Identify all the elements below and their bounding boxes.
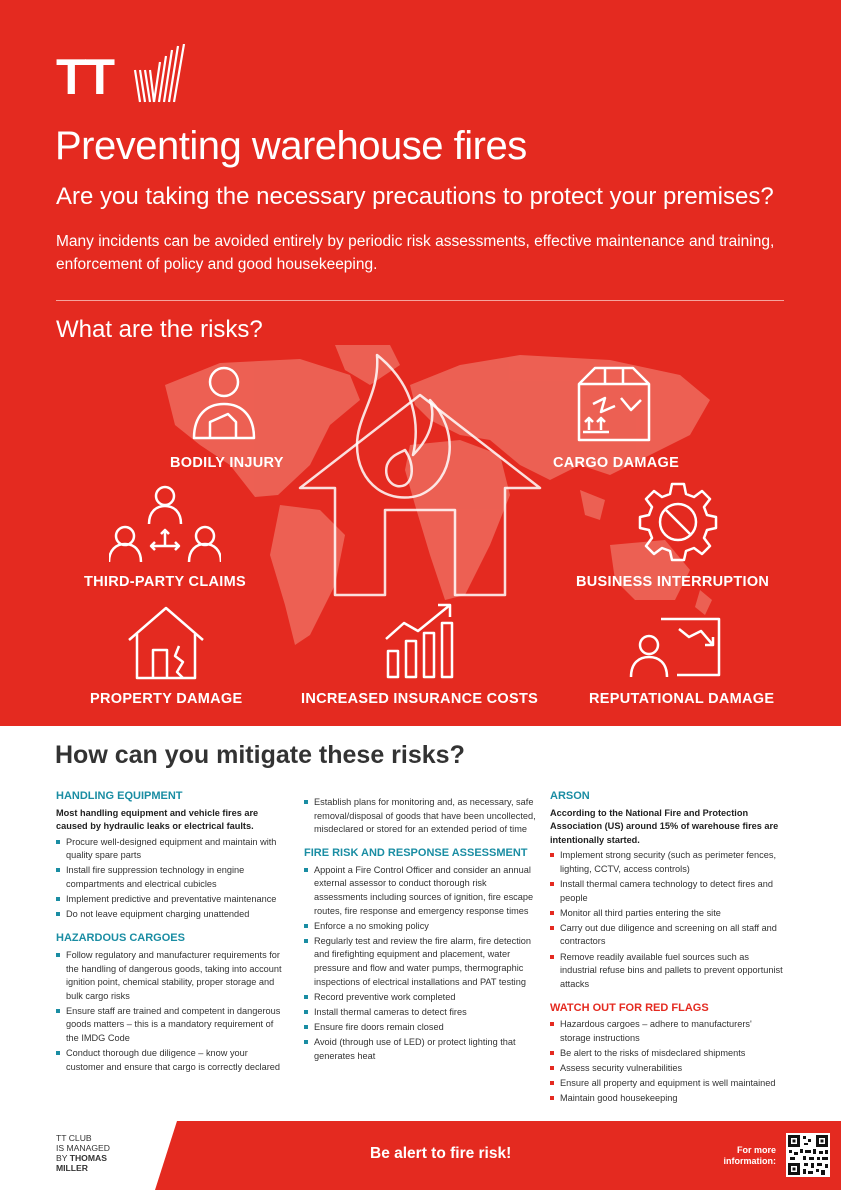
people-network-icon bbox=[109, 484, 221, 564]
hazardous-list-continued bbox=[304, 796, 538, 837]
person-declining-chart-icon bbox=[629, 617, 723, 679]
list-item: Ensure staff are trained and competent in dangerous goods matters – this is a mandatory requirement of the IMDG Code bbox=[56, 1005, 288, 1046]
list-item: Assess security vulnerabilities bbox=[550, 1062, 784, 1076]
hero-divider bbox=[56, 300, 784, 301]
risk-label-property-damage: PROPERTY DAMAGE bbox=[90, 691, 243, 707]
hazardous-heading: HAZARDOUS CARGOES bbox=[56, 932, 185, 945]
list-item: Appoint a Fire Control Officer and consider an annual external assessor to conduct thorough risk assessments including sources of ignition, fire escape routes, fire response and emergency response times bbox=[304, 864, 538, 918]
list-item: Regularly test and review the fire alarm, fire detection and firefighting equipment and placement, water pressure and flow and water pumps, thermographic inspections of electrical installations and PAT testing bbox=[304, 935, 538, 989]
list-item: Carry out due diligence and screening on all staff and contractors bbox=[550, 922, 784, 949]
fire-risk-heading: FIRE RISK AND RESPONSE ASSESSMENT bbox=[304, 847, 528, 860]
qr-code-icon[interactable] bbox=[786, 1133, 830, 1177]
risk-label-business-interruption: BUSINESS INTERRUPTION bbox=[576, 574, 770, 590]
risks-heading: What are the risks? bbox=[56, 316, 263, 343]
gear-stop-icon bbox=[638, 482, 718, 562]
page-title: Preventing warehouse fires bbox=[55, 124, 527, 168]
tt-club-logo bbox=[56, 44, 196, 104]
arson-list bbox=[550, 849, 784, 991]
list-item: Monitor all third parties entering the site bbox=[550, 907, 784, 921]
list-item: Ensure all property and equipment is well maintained bbox=[550, 1077, 784, 1091]
list-item: Implement predictive and preventative maintenance bbox=[56, 893, 288, 907]
column-middle bbox=[304, 796, 538, 1065]
list-item: Record preventive work completed bbox=[304, 991, 538, 1005]
footer-slogan: Be alert to fire risk! bbox=[370, 1145, 512, 1162]
list-item: Follow regulatory and manufacturer requirements for the handling of dangerous goods, taking into account ignition point, chemical stability, proper storage and bulk cargo risks bbox=[56, 949, 288, 1003]
rising-bar-chart-icon bbox=[384, 603, 456, 679]
list-item: Install thermal cameras to detect fires bbox=[304, 1006, 538, 1020]
list-item: Ensure fire doors remain closed bbox=[304, 1021, 538, 1035]
managed-line-1: TT CLUB bbox=[56, 1133, 92, 1143]
more-info-label: For more information: bbox=[723, 1145, 776, 1166]
list-item: Install fire suppression technology in engine compartments and electrical cubicles bbox=[56, 864, 288, 891]
logo-stripes-icon bbox=[132, 44, 192, 106]
list-item: Establish plans for monitoring and, as necessary, safe removal/disposal of goods that have been uncollected, misdeclared or stored for an extended period of time bbox=[304, 796, 538, 837]
list-item: Hazardous cargoes – adhere to manufacturers' storage instructions bbox=[550, 1018, 784, 1045]
list-item: Install thermal camera technology to detect fires and people bbox=[550, 878, 784, 905]
page-subtitle: Are you taking the necessary precautions to protect your premises? bbox=[56, 183, 774, 210]
managed-line-2: IS MANAGED bbox=[56, 1143, 110, 1153]
list-item: Remove readily available fuel sources such as industrial refuse bins and pallets to prevent opportunist attacks bbox=[550, 951, 784, 992]
risk-label-reputational-damage: REPUTATIONAL DAMAGE bbox=[589, 691, 775, 707]
cracked-house-icon bbox=[127, 606, 205, 680]
house-fire-icon bbox=[295, 345, 545, 600]
risk-label-increased-insurance-costs: INCREASED INSURANCE COSTS bbox=[301, 691, 539, 707]
column-left bbox=[56, 790, 288, 1076]
list-item: Conduct thorough due diligence – know your customer and ensure that cargo is correctly declared bbox=[56, 1047, 288, 1074]
managed-brand-2: MILLER bbox=[56, 1163, 88, 1173]
list-item: Be alert to the risks of misdeclared shipments bbox=[550, 1047, 784, 1061]
list-item: Procure well-designed equipment and maintain with quality spare parts bbox=[56, 836, 288, 863]
thomas-miller-logo bbox=[56, 1133, 110, 1173]
handling-list bbox=[56, 836, 288, 922]
list-item: Implement strong security (such as perimeter fences, lighting, CCTV, access controls) bbox=[550, 849, 784, 876]
managed-brand-1: THOMAS bbox=[69, 1153, 107, 1163]
red-flags-heading: WATCH OUT FOR RED FLAGS bbox=[550, 1001, 709, 1014]
intro-text: Many incidents can be avoided entirely by periodic risk assessments, effective maintenance and training, enforcement of policy and good housekeeping. bbox=[56, 233, 775, 273]
arson-heading: ARSON bbox=[550, 790, 590, 802]
risk-label-bodily-injury: BODILY INJURY bbox=[170, 455, 284, 471]
managed-line-3: BY bbox=[56, 1153, 68, 1163]
list-item: Do not leave equipment charging unattended bbox=[56, 908, 288, 922]
logo-text: TT bbox=[56, 49, 114, 105]
arson-lead: According to the National Fire and Protection Association (US) around 15% of warehouse fires are intentionally started. bbox=[550, 807, 779, 845]
list-item: Enforce a no smoking policy bbox=[304, 920, 538, 934]
risk-label-cargo-damage: CARGO DAMAGE bbox=[553, 455, 680, 471]
mitigation-heading: How can you mitigate these risks? bbox=[55, 741, 465, 769]
risk-label-third-party-claims: THIRD-PARTY CLAIMS bbox=[84, 574, 246, 590]
injured-person-icon bbox=[188, 366, 260, 444]
fire-risk-list bbox=[304, 864, 538, 1063]
handling-heading: HANDLING EQUIPMENT bbox=[56, 790, 183, 802]
red-flags-list bbox=[550, 1018, 784, 1106]
handling-lead: Most handling equipment and vehicle fires are caused by hydraulic leaks or electrical faults. bbox=[56, 807, 259, 832]
column-right bbox=[550, 790, 784, 1107]
damaged-box-icon bbox=[575, 364, 653, 444]
list-item: Avoid (through use of LED) or protect lighting that generates heat bbox=[304, 1036, 538, 1063]
hazardous-list bbox=[56, 949, 288, 1074]
list-item: Maintain good housekeeping bbox=[550, 1092, 784, 1106]
